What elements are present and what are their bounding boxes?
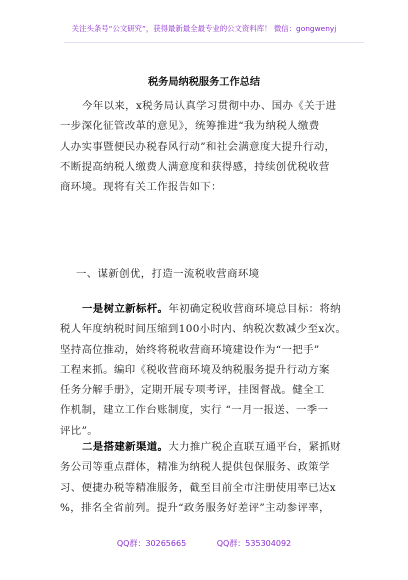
point-two-first-text: 大力推广税企直联互通平台，紧抓财 bbox=[168, 441, 341, 453]
point-one-line: 税人年度纳税时间压缩到100小时内、纳税次数减少至x次。 bbox=[60, 323, 347, 336]
section-heading: 一、谋新创优，打造一流税收营商环境 bbox=[76, 268, 260, 280]
header-note: 关注头条号“公文研究”，获得最新最全最专业的公文资料库！ 微信：gongwenyj bbox=[71, 24, 337, 33]
footer-contact bbox=[0, 538, 408, 549]
intro-line: 今年以来，x税务局认真学习贯彻中办、国办《关于进 bbox=[82, 100, 337, 112]
intro-line: 一步深化征管改革的意见》，统筹推进“我为纳税人缴费 bbox=[60, 120, 320, 133]
point-two-paragraph bbox=[60, 437, 364, 518]
intro-paragraph bbox=[60, 96, 364, 197]
intro-line: 不断提高纳税人缴费人满意度和获得感，持续创优税收营 bbox=[60, 160, 330, 173]
footer-qq-group-2: QQ群：535304092 bbox=[216, 539, 292, 548]
header-divider bbox=[64, 42, 364, 43]
document-title: 税务局纳税服务工作总结 bbox=[147, 76, 261, 88]
intro-line: 人办实事暨便民办税春风行动”和社会满意度大提升行动， bbox=[60, 140, 336, 153]
point-one-line: 评比”。 bbox=[60, 424, 99, 437]
point-one-line: 作机制，建立工作台账制度，实行 “一月一报送、一季一 bbox=[60, 404, 329, 417]
point-one-first-line bbox=[60, 299, 364, 319]
point-one-line: 坚持高位推动，始终将税收营商环境建设作为“一把手” bbox=[60, 343, 320, 356]
point-one-lead: 一是树立新标杆。 bbox=[82, 303, 169, 315]
point-two-first-line bbox=[60, 437, 364, 457]
point-one-line: 任务分解手册》，定期开展专项考评，挂图督战。健全工 bbox=[60, 384, 325, 397]
point-one-first-text: 年初确定税收营商环境总目标：将纳 bbox=[168, 303, 341, 315]
point-one-line: 工程来抓。编印《税收营商环境及纳税服务提升行动方案 bbox=[60, 363, 330, 376]
point-two-line: 习、便捷办税等精准服务，截至目前全市注册使用率已达x bbox=[60, 481, 337, 494]
point-one-paragraph bbox=[60, 299, 364, 441]
point-two-line: 务公司等重点群体，精准为纳税人提供包保服务、政策学 bbox=[60, 461, 330, 474]
intro-line: 商环境。现将有关工作报告如下： bbox=[60, 181, 222, 194]
point-two-line: %，排名全省前列。提升“政务服务好差评”主动参评率， bbox=[60, 501, 330, 514]
footer-qq-group-1: QQ群：30265665 bbox=[116, 539, 187, 548]
point-two-lead: 二是搭建新渠道。 bbox=[82, 441, 169, 453]
